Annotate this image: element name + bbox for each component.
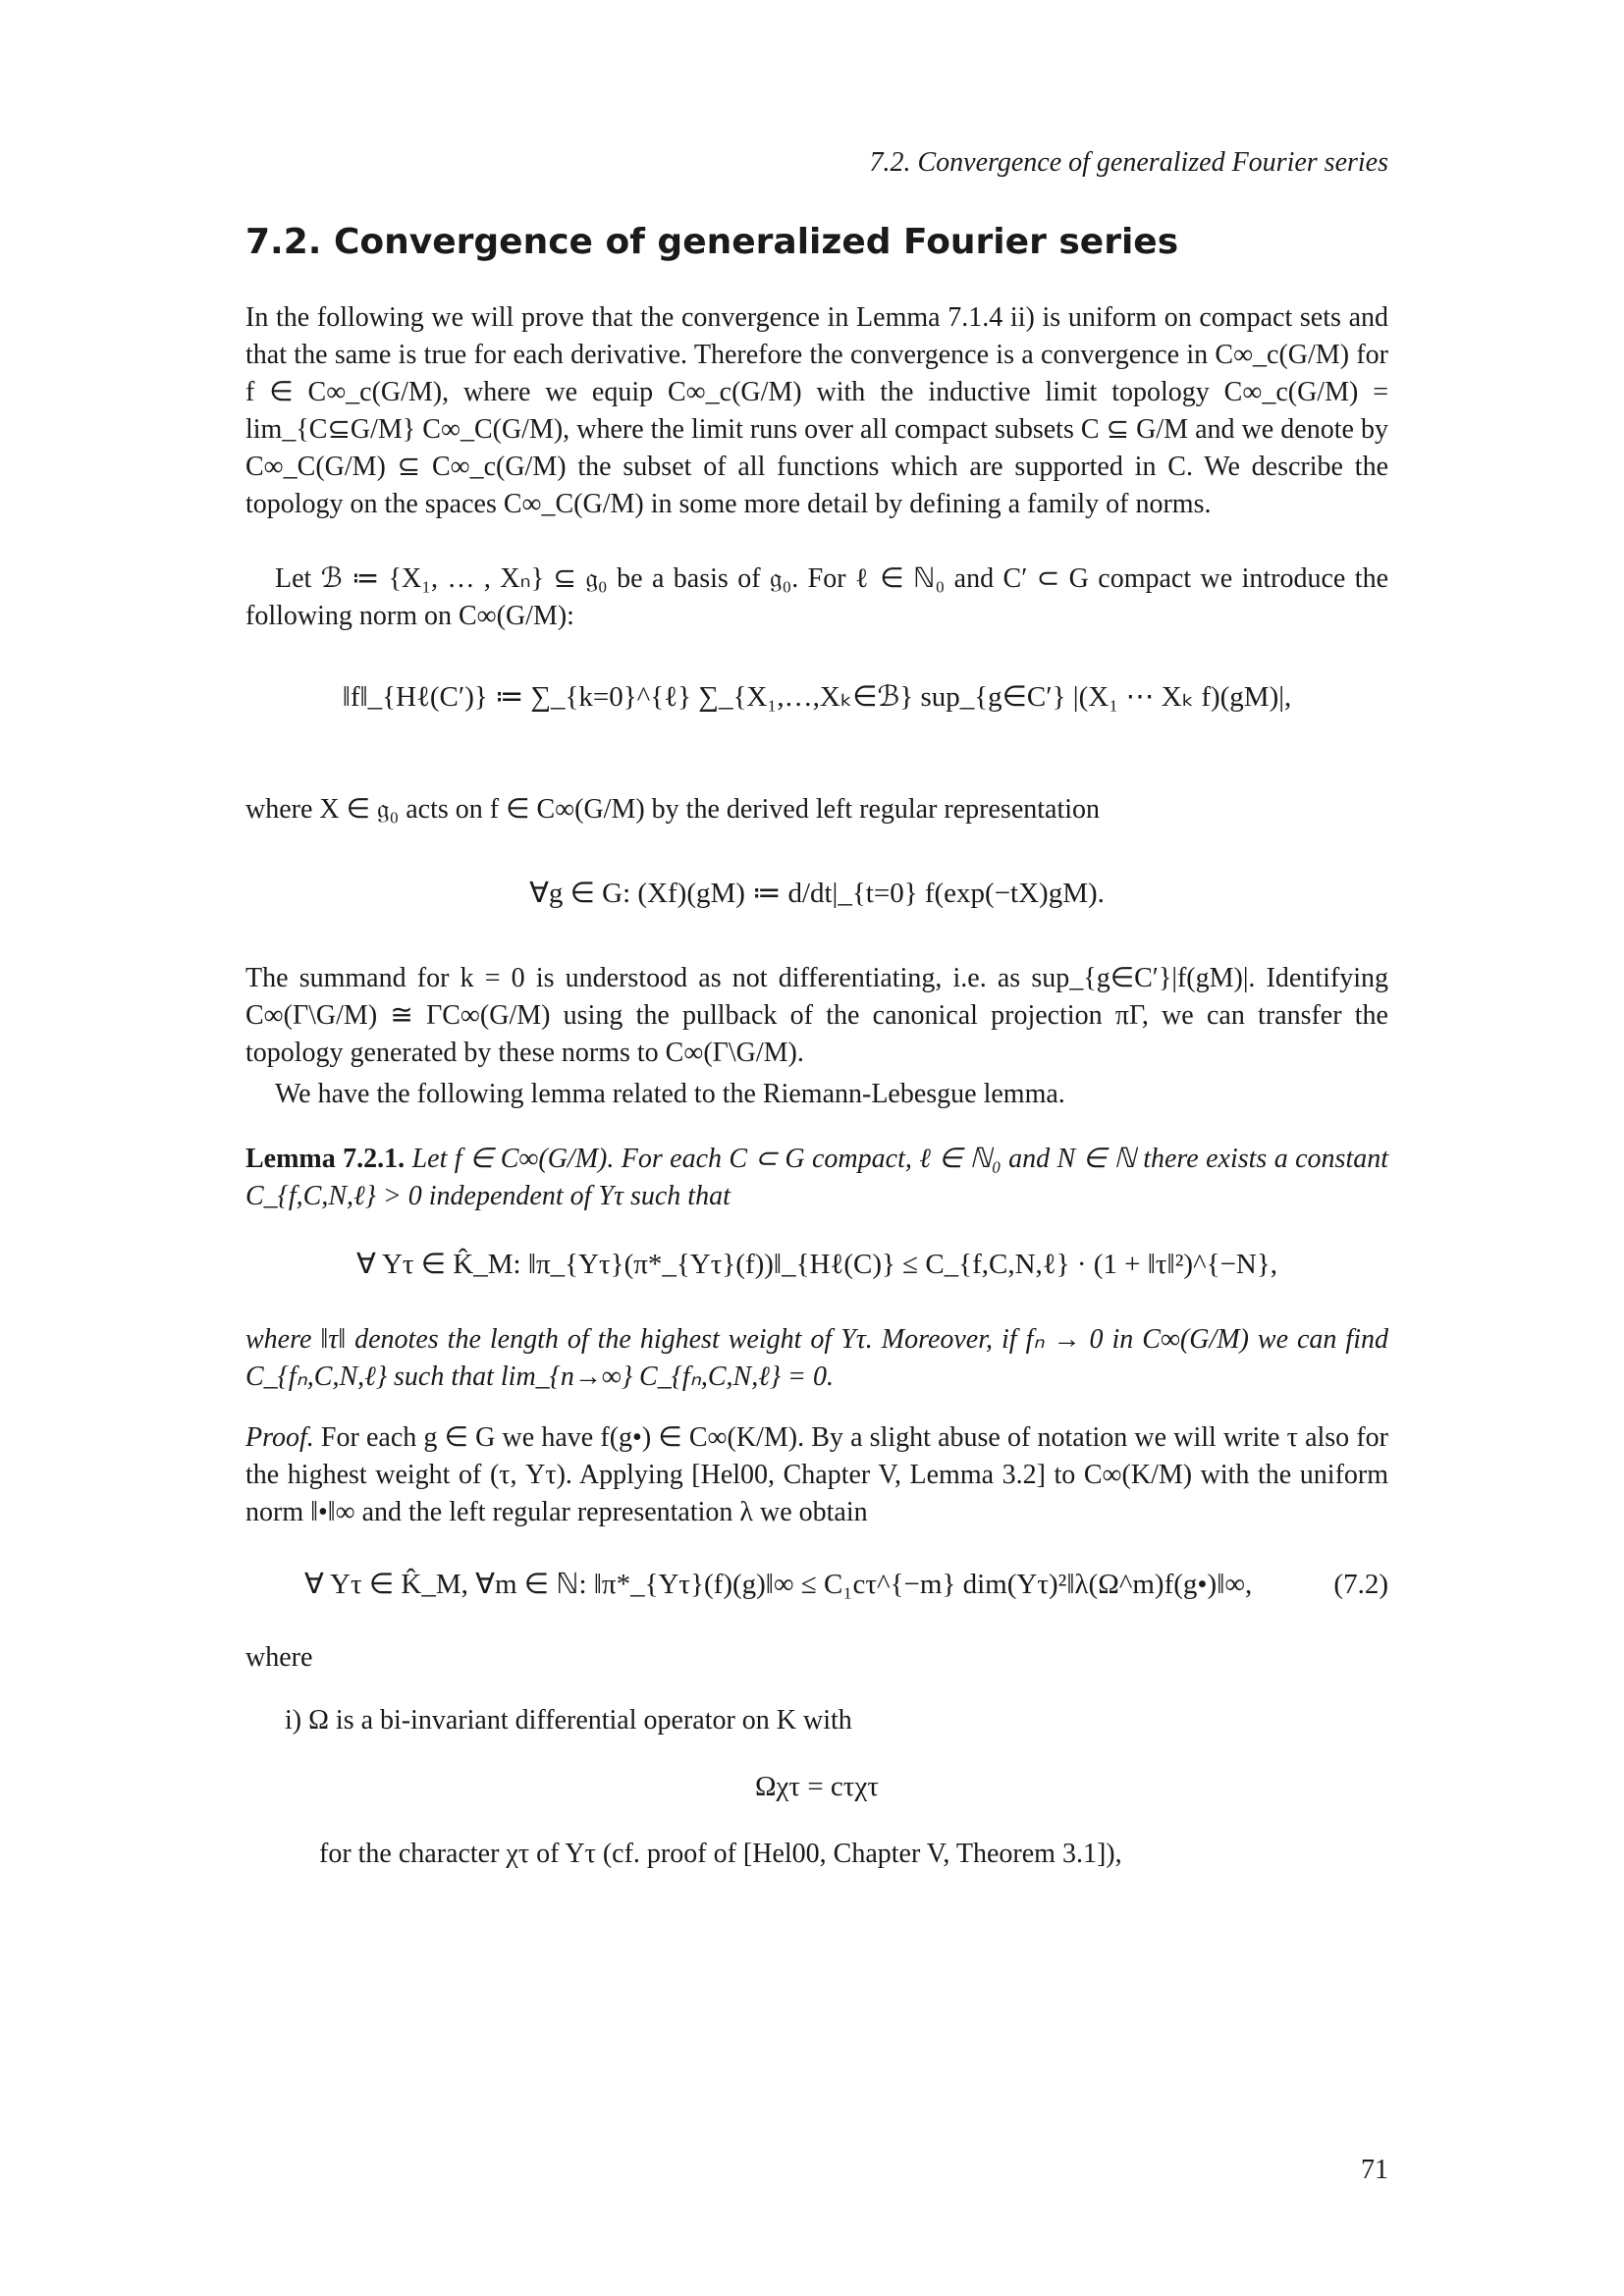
lemma-continuation xyxy=(245,1321,1388,1396)
lemma-label: Lemma 7.2.1. xyxy=(245,1144,406,1174)
paragraph-lemma-intro: We have the following lemma related to the Riemann-Lebesgue lemma. xyxy=(275,1079,1065,1109)
paragraph-derived: where X ∈ 𝔤₀ acts on f ∈ C∞(G/M) by the derived left regular representation xyxy=(245,794,1101,825)
proof-label: Proof. xyxy=(245,1422,314,1453)
equation-omega: Ωχτ = cτχτ xyxy=(755,1771,879,1802)
equation-7-2-row xyxy=(245,1565,1388,1604)
equation-lemma: ∀ Yτ ∈ K̂_M: ‖π_{Yτ}(π*_{Yτ}(f))‖_{Hℓ(C)} ≤ C_{f,C,N,ℓ} · (1 + ‖τ‖²)^{−N}, xyxy=(355,1249,1278,1280)
lemma-after-text: where ‖τ‖ denotes the length of the highest weight of Yτ. Moreover, if fₙ → 0 in C∞(G/M) we can find C_{fₙ,C,N,ℓ} such that lim_{n→∞} C_{fₙ,C,N,ℓ} = 0. xyxy=(245,1324,1388,1392)
equation-norm: ‖f‖_{Hℓ(C′)} ≔ ∑_{k=0}^{ℓ} ∑_{X₁,…,Xₖ∈ℬ} sup_{g∈C′} |(X₁ ⋯ Xₖ f)(gM)|, xyxy=(342,681,1292,713)
equation-derived-representation: ∀g ∈ G: (Xf)(gM) ≔ d/dt|_{t=0} f(exp(−tX)gM). xyxy=(529,878,1105,909)
section-title: 7.2. Convergence of generalized Fourier series xyxy=(245,222,1179,262)
where-word: where xyxy=(245,1642,313,1673)
list-item-text: Ω is a bi-invariant differential operator on K with xyxy=(308,1705,852,1735)
running-head: 7.2. Convergence of generalized Fourier series xyxy=(869,147,1388,178)
list-item-continuation: for the character χτ of Yτ (cf. proof of [Hel00, Chapter V, Theorem 3.1]), xyxy=(319,1839,1122,1869)
list-item-i xyxy=(285,1702,1388,1739)
paragraph-basis: Let ℬ ≔ {X₁, … , Xₙ} ⊆ 𝔤₀ be a basis of 𝔤₀. For ℓ ∈ ℕ₀ and C′ ⊂ G compact we introduce the following norm on C∞(G/M): xyxy=(245,563,1388,631)
paragraph-summand: The summand for k = 0 is understood as not differentiating, i.e. as sup_{g∈C′}|f(gM)|. Identifying C∞(Γ\G/M) ≅ ΓC∞(G/M) using the pullback of the canonical projection πΓ, we can transfer the topology generated by these norms to C∞(Γ\G/M). xyxy=(245,963,1388,1068)
lemma-block xyxy=(245,1141,1388,1215)
paragraph-intro: In the following we will prove that the convergence in Lemma 7.1.4 ii) is uniform on compact sets and that the same is true for each derivative. Therefore the convergence is a convergence in C∞_c(G/M) for f ∈ C∞_c(G/M), where we equip C∞_c(G/M) with the inductive limit topology C∞_c(G/M) = lim_{C⊆G/M} C∞_C(G/M), where the limit runs over all compact subsets C ⊆ G/M and we denote by C∞_C(G/M) ⊆ C∞_c(G/M) the subset of all functions which are supported in C. We describe the topology on the spaces C∞_C(G/M) in some more detail by defining a family of norms. xyxy=(245,302,1388,519)
proof-block xyxy=(245,1419,1388,1531)
page-number: 71 xyxy=(1361,2155,1388,2185)
list-item-label: i) xyxy=(285,1705,302,1735)
proof-text: For each g ∈ G we have f(g•) ∈ C∞(K/M). By a slight abuse of notation we will write τ also for the highest weight of (τ, Yτ). Applying [Hel00, Chapter V, Lemma 3.2] to C∞(K/M) with the uniform norm ‖•‖∞ and the left regular representation λ we obtain xyxy=(245,1422,1388,1527)
equation-number: (7.2) xyxy=(1333,1569,1388,1600)
lemma-statement: Let f ∈ C∞(G/M). For each C ⊂ G compact, ℓ ∈ ℕ₀ and N ∈ ℕ there exists a constant C_{f,C,N,ℓ} > 0 independent of Yτ such that xyxy=(245,1144,1389,1211)
equation-7-2: ∀ Yτ ∈ K̂_M, ∀m ∈ ℕ: ‖π*_{Yτ}(f)(g)‖∞ ≤ C₁cτ^{−m} dim(Yτ)²‖λ(Ω^m)f(g•)‖∞, xyxy=(304,1569,1253,1600)
